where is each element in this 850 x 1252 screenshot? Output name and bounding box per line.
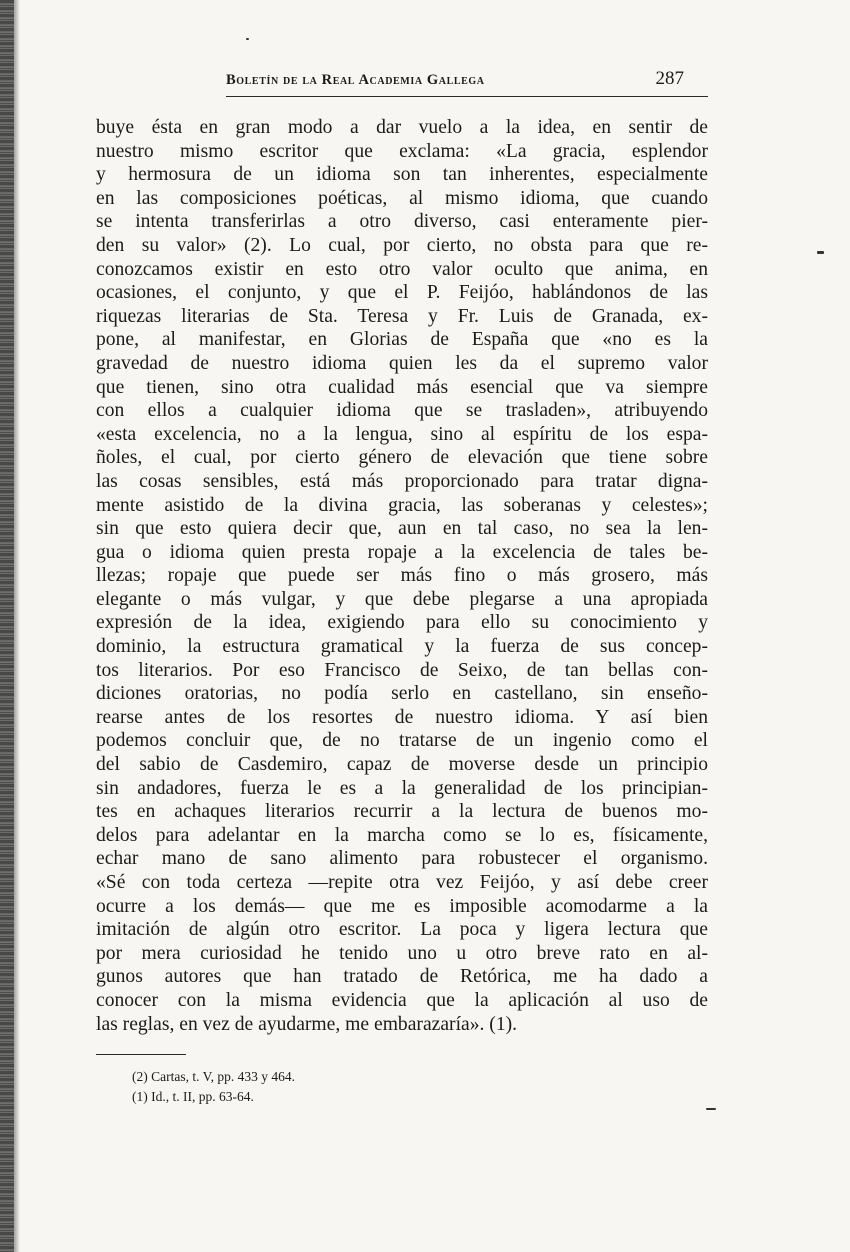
text-line: delos para adelantar en la marcha como se lo es, físicamente, (96, 824, 708, 846)
header-rule (226, 96, 708, 97)
text-line: del sabio de Casdemiro, capaz de moverse desde un principio (96, 754, 708, 776)
text-line: rearse antes de los resortes de nuestro idioma. Y así bien (96, 706, 708, 728)
body-text (96, 116, 708, 1036)
page-number: 287 (655, 68, 684, 89)
text-line: en las composiciones poéticas, al mismo idioma, que cuando (96, 187, 708, 209)
text-line: llezas; ropaje que puede ser más fino o más grosero, más (96, 565, 708, 587)
text-line: «esta excelencia, no a la lengua, sino al espíritu de los espa- (96, 423, 708, 445)
running-title: Boletín de la Real Academia Gallega (226, 72, 485, 88)
text-line: diciones oratorias, no podía serlo en castellano, sin enseño- (96, 683, 708, 705)
text-line: las reglas, en vez de ayudarme, me embarazaría». (1). (96, 1013, 518, 1035)
text-line: imitación de algún otro escritor. La poca y ligera lectura que (96, 919, 708, 941)
text-line: ñoles, el cual, por cierto género de elevación que tiene sobre (96, 447, 708, 469)
text-line: nuestro mismo escritor que exclama: «La gracia, esplendor (96, 140, 708, 162)
text-line: conozcamos existir en esto otro valor oculto que anima, en (96, 258, 708, 280)
text-line: tes en achaques literarios recurrir a la lectura de buenos mo- (96, 801, 708, 823)
scan-speck (706, 1108, 716, 1110)
text-line: conocer con la misma evidencia que la aplicación al uso de (96, 989, 708, 1011)
page-header (226, 68, 684, 94)
text-line: expresión de la idea, exigiendo para ello su conocimiento y (96, 612, 708, 634)
footnotes (132, 1067, 552, 1107)
text-line: sin que esto quiera decir que, aun en tal caso, no sea la len- (96, 518, 708, 540)
text-line: tos literarios. Por eso Francisco de Seixo, de tan bellas con- (96, 659, 708, 681)
footnote-rule (96, 1054, 186, 1055)
text-line: den su valor» (2). Lo cual, por cierto, no obsta para que re- (96, 234, 708, 256)
footnote: (2) Cartas, t. V, pp. 433 y 464. (132, 1069, 295, 1084)
text-line: que tienen, sino otra cualidad más esencial que va siempre (96, 376, 708, 398)
scan-speck (817, 251, 824, 254)
footnote: (1) Id., t. II, pp. 63-64. (132, 1089, 254, 1104)
text-line: ocasiones, el conjunto, y que el P. Feijóo, hablándonos de las (96, 282, 708, 304)
text-line: «Sé con toda certeza —repite otra vez Feijóo, y así debe creer (96, 872, 708, 893)
text-line: buye ésta en gran modo a dar vuelo a la idea, en sentir de (96, 117, 708, 138)
text-line: elegante o más vulgar, y que debe plegarse a una apropiada (96, 588, 708, 610)
text-line: se intenta transferirlas a otro diverso, casi enteramente pier- (96, 211, 708, 233)
text-line: mente asistido de la divina gracia, las soberanas y celestes»; (96, 494, 708, 516)
text-line: por mera curiosidad he tenido uno u otro breve rato en al- (96, 942, 708, 964)
text-line: dominio, la estructura gramatical y la fuerza de sus concep- (96, 636, 708, 658)
text-line: ocurre a los demás— que me es imposible acomodarme a la (96, 895, 708, 917)
text-line: gunos autores que han tratado de Retórica, me ha dado a (96, 966, 708, 988)
scan-edge (0, 0, 14, 1252)
text-line: con ellos a cualquier idioma que se trasladen», atribuyendo (96, 400, 708, 422)
text-line: pone, al manifestar, en Glorias de España que «no es la (96, 329, 708, 351)
text-line: las cosas sensibles, está más proporcionado para tratar digna- (96, 470, 708, 492)
scan-shadow (14, 0, 20, 1252)
text-line: y hermosura de un idioma son tan inherentes, especialmente (96, 164, 708, 186)
text-line: riquezas literarias de Sta. Teresa y Fr. Luis de Granada, ex- (96, 305, 708, 327)
text-line: sin andadores, fuerza le es a la generalidad de los principian- (96, 777, 708, 799)
text-line: podemos concluir que, de no tratarse de un ingenio como el (96, 730, 708, 752)
text-line: gravedad de nuestro idioma quien les da el supremo valor (96, 352, 708, 374)
text-line: gua o idioma quien presta ropaje a la excelencia de tales be- (96, 541, 708, 563)
scan-speck (246, 38, 249, 40)
text-line: echar mano de sano alimento para robustecer el organismo. (96, 848, 708, 870)
